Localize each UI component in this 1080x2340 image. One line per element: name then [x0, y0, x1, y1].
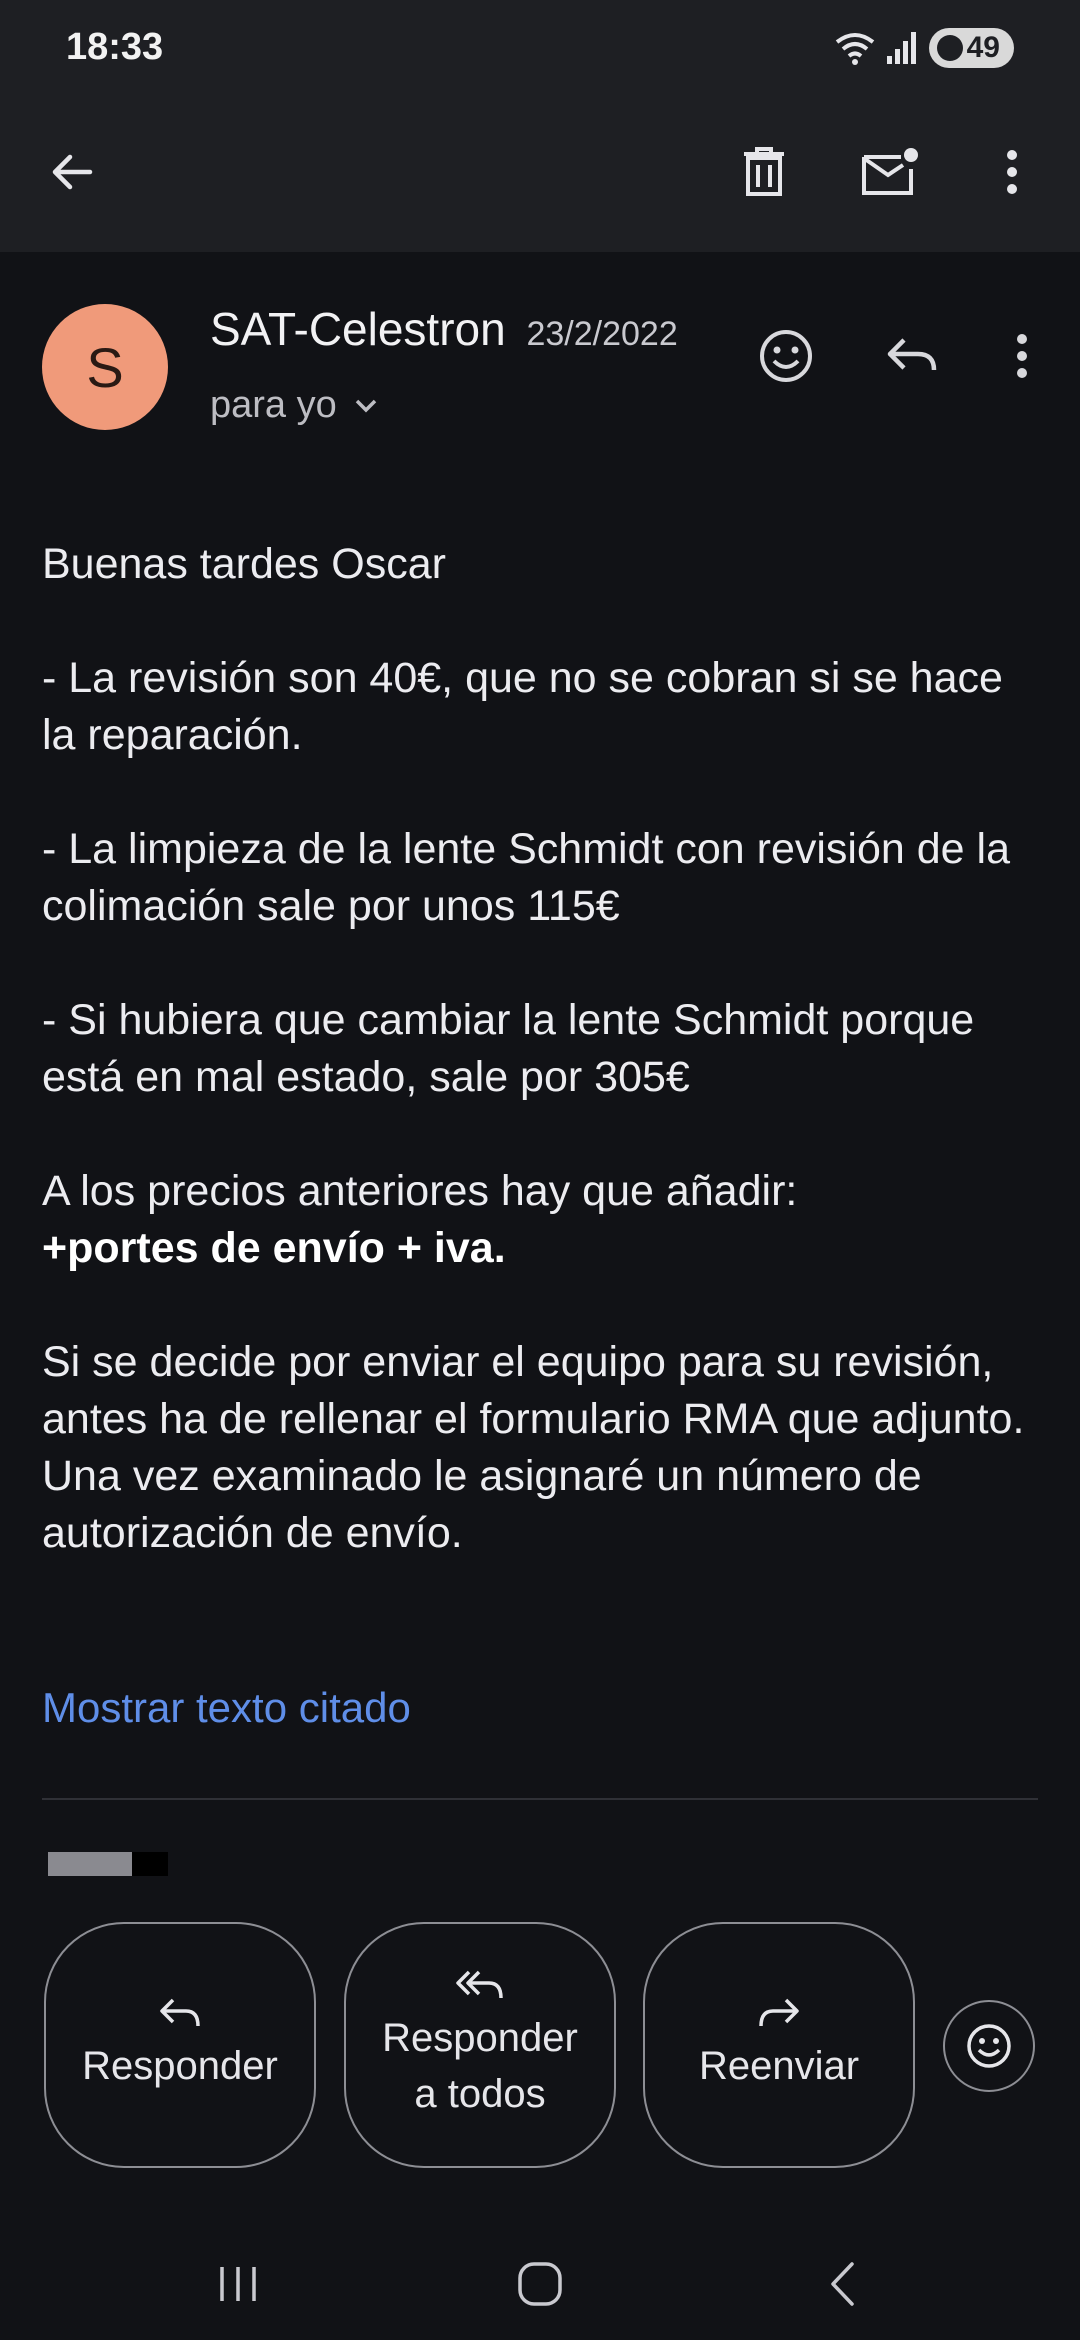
status-icons — [835, 28, 1014, 68]
message-more-button[interactable] — [986, 320, 1058, 392]
reply-icon — [886, 336, 938, 376]
reply-button[interactable] — [876, 320, 948, 392]
reply-all-label-line1: Responder — [382, 2016, 578, 2060]
body-item-cleaning: - La limpieza de la lente Schmidt con revisión de la colimación sale por unos 115€ — [42, 825, 1011, 930]
mark-unread-button[interactable] — [854, 136, 926, 208]
sender-name-row — [210, 302, 678, 356]
back-button[interactable] — [36, 136, 108, 208]
body-rma-note: Si se decide por enviar el equipo para su revisión, antes ha de rellenar el formulario RMA que adjunto. — [42, 1338, 1025, 1443]
signal-icon — [885, 30, 919, 66]
status-time: 18:33 — [66, 26, 164, 68]
show-quoted-text-link[interactable]: Mostrar texto citado — [42, 1684, 411, 1731]
back-icon — [828, 2261, 856, 2307]
reply-icon — [158, 1996, 202, 2030]
app-bar — [0, 100, 1080, 252]
recipient-label: para yo — [210, 384, 337, 426]
body-auth-note: Una vez examinado le asignaré un número de autorización de envío. — [42, 1452, 922, 1557]
add-reaction-button[interactable] — [750, 320, 822, 392]
avatar[interactable]: S — [42, 304, 168, 430]
battery-saver-icon — [937, 35, 963, 61]
system-nav-bar — [0, 2224, 1080, 2340]
nav-back-button[interactable] — [804, 2246, 880, 2322]
recipient-toggle[interactable] — [210, 384, 377, 427]
next-message-peek[interactable] — [48, 1852, 168, 1876]
reply-all-icon — [455, 1968, 505, 2002]
delete-button[interactable] — [728, 136, 800, 208]
body-prices-note: A los precios anteriores hay que añadir: — [42, 1167, 798, 1215]
email-date: 23/2/2022 — [526, 315, 678, 353]
forward-action-label: Reenviar — [698, 2044, 860, 2088]
reply-action-label: Responder — [82, 2044, 278, 2088]
reply-all-action-button[interactable] — [344, 1922, 616, 2168]
status-bar — [0, 0, 1080, 100]
home-button[interactable] — [502, 2246, 578, 2322]
wifi-icon — [835, 30, 875, 66]
email-body — [42, 536, 1042, 1619]
trash-icon — [742, 146, 786, 198]
emoji-reaction-button[interactable] — [943, 2000, 1035, 2092]
forward-icon — [757, 1996, 801, 2030]
body-item-revision: - La revisión son 40€, que no se cobran si se hace la reparación. — [42, 654, 1003, 759]
more-options-button[interactable] — [976, 136, 1048, 208]
home-icon — [517, 2261, 563, 2307]
next-message-avatar-edge — [132, 1852, 168, 1876]
chevron-down-icon — [355, 399, 377, 413]
battery-level: 49 — [966, 31, 1000, 64]
sender-name[interactable]: SAT-Celestron — [210, 303, 506, 355]
emoji-reaction-icon — [965, 2022, 1013, 2070]
recents-icon — [216, 2264, 260, 2304]
next-message-avatar — [48, 1852, 132, 1876]
mark-unread-icon — [861, 147, 919, 197]
more-vert-icon — [1006, 149, 1018, 195]
recents-button[interactable] — [200, 2246, 276, 2322]
reply-all-label-line2: a todos — [414, 2072, 546, 2116]
battery-icon — [929, 28, 1014, 68]
body-greeting: Buenas tardes Oscar — [42, 540, 446, 588]
more-vert-icon — [1016, 333, 1028, 379]
reply-action-button[interactable] — [44, 1922, 316, 2168]
divider — [42, 1798, 1038, 1800]
body-prices-extra: +portes de envío + iva. — [42, 1224, 506, 1272]
body-item-replacement: - Si hubiera que cambiar la lente Schmidt porque está en mal estado, sale por 305€ — [42, 996, 975, 1101]
body-prices-extra-wrap — [42, 1220, 1042, 1277]
forward-action-button[interactable] — [643, 1922, 915, 2168]
back-arrow-icon — [48, 148, 96, 196]
emoji-reaction-icon — [758, 328, 814, 384]
